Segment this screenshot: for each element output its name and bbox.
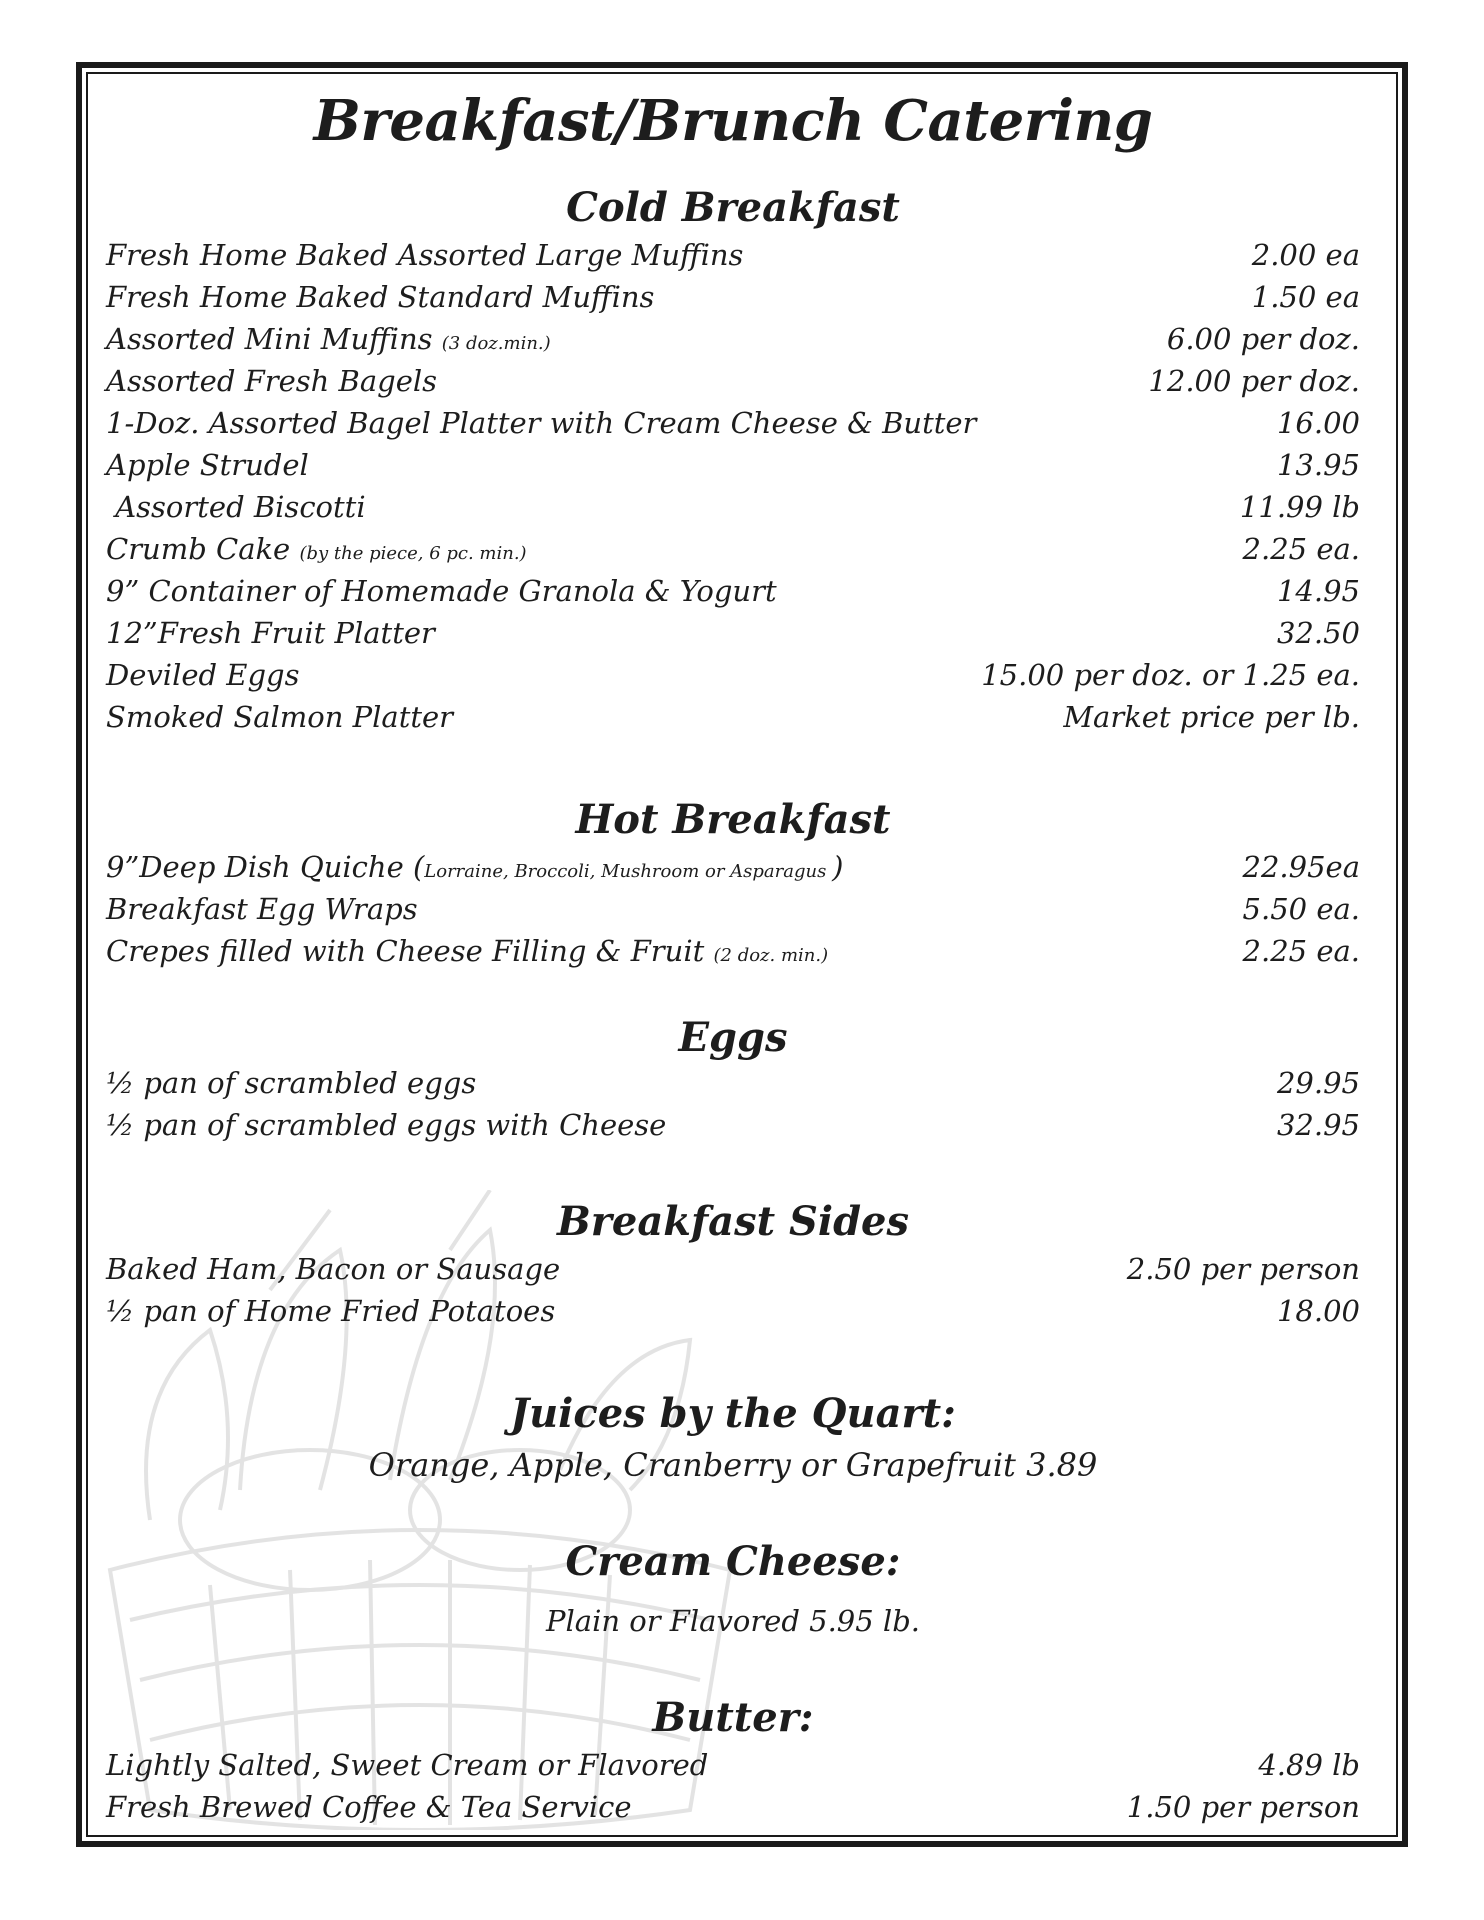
eggs-heading: Eggs xyxy=(678,1014,788,1061)
list-item: Assorted Mini Muffins (3 doz.min.) 6.00 per doz. xyxy=(106,322,1360,356)
list-item: Breakfast Egg Wraps 5.50 ea. xyxy=(106,892,1360,926)
list-item: 12”Fresh Fruit Platter 32.50 xyxy=(106,616,1360,650)
breakfast-sides-heading: Breakfast Sides xyxy=(556,1198,910,1245)
list-item: Deviled Eggs 15.00 per doz. or 1.25 ea. xyxy=(106,658,1360,692)
juices-line: Orange, Apple, Cranberry or Grapefruit 3.89 xyxy=(368,1446,1098,1484)
list-item: Apple Strudel 13.95 xyxy=(106,448,1360,482)
list-item: Smoked Salmon Platter Market price per lb. xyxy=(106,700,1360,734)
list-item: Assorted Biscotti 11.99 lb xyxy=(106,490,1360,524)
hot-breakfast-heading: Hot Breakfast xyxy=(575,796,891,843)
list-item: Fresh Home Baked Assorted Large Muffins 2.00 ea xyxy=(106,238,1360,272)
list-item: Baked Ham, Bacon or Sausage 2.50 per person xyxy=(106,1252,1360,1286)
menu-content xyxy=(106,0,1360,1920)
list-item: ½ pan of Home Fried Potatoes 18.00 xyxy=(106,1294,1360,1328)
butter-heading: Butter: xyxy=(652,1694,814,1741)
list-item: Crumb Cake (by the piece, 6 pc. min.) 2.25 ea. xyxy=(106,532,1360,566)
juices-heading: Juices by the Quart: xyxy=(510,1390,956,1437)
list-item: Lightly Salted, Sweet Cream or Flavored 4.89 lb xyxy=(106,1748,1360,1782)
list-item: Crepes filled with Cheese Filling & Fruit (2 doz. min.) 2.25 ea. xyxy=(106,934,1360,968)
list-item: Fresh Brewed Coffee & Tea Service 1.50 per person xyxy=(106,1790,1360,1824)
list-item: Fresh Home Baked Standard Muffins 1.50 ea xyxy=(106,280,1360,314)
list-item: 9” Container of Homemade Granola & Yogurt 14.95 xyxy=(106,574,1360,608)
list-item: 1-Doz. Assorted Bagel Platter with Cream Cheese & Butter 16.00 xyxy=(106,406,1360,440)
list-item: 9”Deep Dish Quiche (Lorraine, Broccoli, Mushroom or Asparagus ) 22.95ea xyxy=(106,850,1360,884)
cold-breakfast-heading: Cold Breakfast xyxy=(566,184,900,231)
list-item: ½ pan of scrambled eggs with Cheese 32.95 xyxy=(106,1108,1360,1142)
list-item: Assorted Fresh Bagels 12.00 per doz. xyxy=(106,364,1360,398)
list-item: ½ pan of scrambled eggs 29.95 xyxy=(106,1066,1360,1100)
cream-cheese-heading: Cream Cheese: xyxy=(565,1538,901,1585)
cream-cheese-line: Plain or Flavored 5.95 lb. xyxy=(546,1604,920,1638)
page-title: Breakfast/Brunch Catering xyxy=(313,88,1153,154)
